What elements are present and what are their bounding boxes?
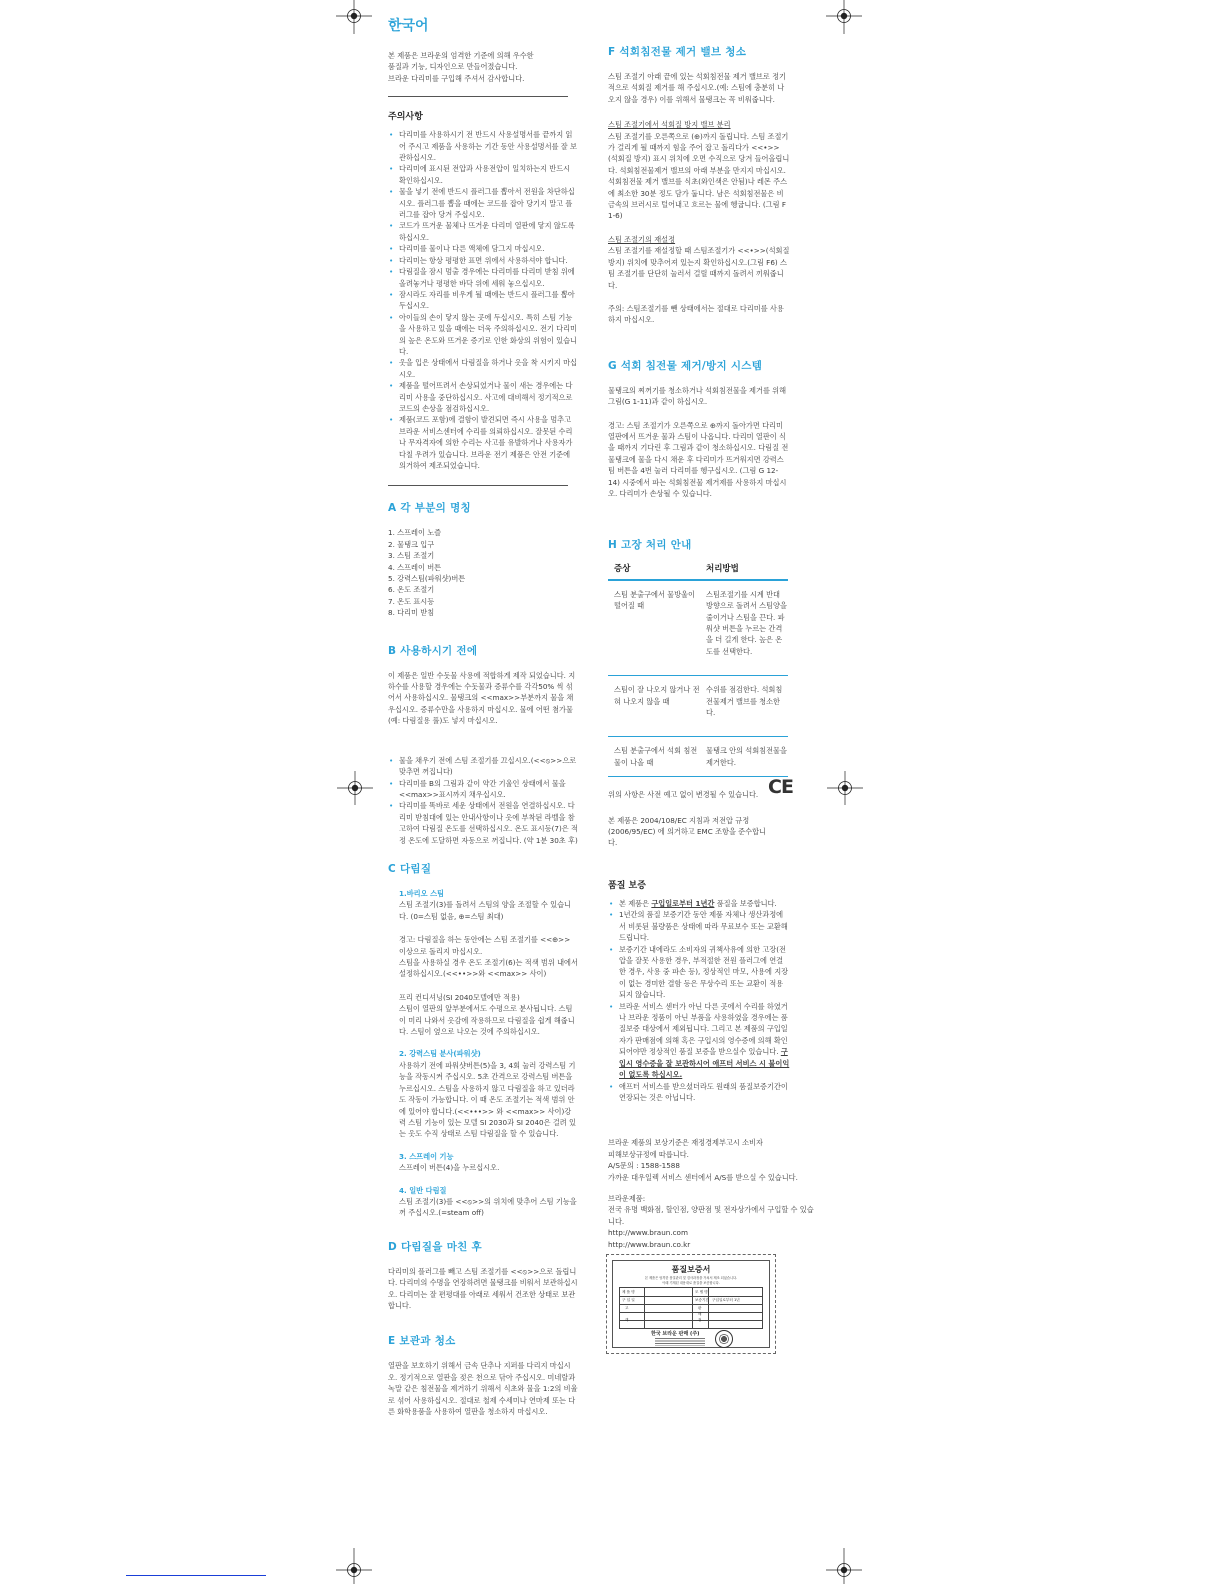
warranty-period: 구입일로부터 1년간 xyxy=(651,899,715,908)
list-item: • 물을 넣기 전에 반드시 플러그를 뽑아서 전원을 차단하십시오. 플러그를 뽑을 때에는 코드를 잡아 당기지 말고 플러그를 잡아 당겨 주십시오. xyxy=(388,186,578,220)
divider xyxy=(388,485,568,486)
text-line: 브라운 제품의 보상기준은 재정경제부고시 소비자 xyxy=(608,1138,763,1148)
text: 브라운 서비스 센터가 아닌 다른 곳에서 수리를 하였거나 브라운 정품이 아닌 부품을 사용하였을 경우에는 품질보증 대상에서 제외됩니다. 그리고 본 제품의 구입일자가 판매점에 의해 혹은 구입시의 영수증에 의해 확인되어야만 정상적인 품질 보증을 받으실수 있습니다. xyxy=(619,1001,788,1057)
list-item: 3. 스팀 조절기 xyxy=(388,551,435,561)
table-row xyxy=(608,580,788,676)
section-b-list xyxy=(388,755,578,846)
right-column-bottom xyxy=(608,880,818,1250)
table-cell: 스팀 분출구에서 석회 침전물이 나올 때 xyxy=(608,737,700,777)
url-braun-co-kr[interactable]: http://www.braun.co.kr xyxy=(608,1239,691,1249)
sub-heading: 1.바리오 스팀 xyxy=(399,889,444,898)
sub-heading: 스팀 조절기의 재설정 xyxy=(608,234,676,244)
section-f-text: 스팀 조절기 아래 끝에 있는 석회침전물 제거 밸브로 정기적으로 석회질 제거를 해 주십시오.(예: 스팀에 충분히 나오지 않을 경우) 이를 위해서 물탱크는 꼭 비워줍니다. xyxy=(608,72,786,104)
paragraph: 프리 컨디셔닝(SI 2040모델에만 적용) xyxy=(399,992,520,1002)
crop-mark-bottom-left xyxy=(336,1548,372,1584)
list-item: • 다리미를 물이나 다른 액체에 담그지 마십시오. xyxy=(388,243,578,254)
paragraph: 스프레이 버튼(4)을 누르십시오. xyxy=(399,1163,500,1173)
text-line: 전국 유명 백화점, 할인점, 양판점 및 전자상가에서 구입할 수 있습니다. xyxy=(608,1205,814,1226)
text-line: A/S문의 : 1588-1588 xyxy=(608,1161,680,1171)
list-item: • 다리미를 사용하시기 전 반드시 사용설명서를 끝까지 읽어 주시고 제품을 사용하는 기간 동안 사용설명서를 잘 보관하십시오. xyxy=(388,129,578,163)
text-line: 브라운제품: xyxy=(608,1193,646,1203)
card-col-line xyxy=(644,1288,645,1328)
list-item: 6. 온도 조절기 xyxy=(388,585,435,595)
list-item: • 물을 채우기 전에 스팀 조절기를 끄십시오.(<<⦸>>으로 맞추면 꺼집니다) xyxy=(388,755,578,778)
intro-line: 본 제품은 브라운의 엄격한 기준에 의해 우수한 xyxy=(388,51,534,60)
card-label: 매 xyxy=(698,1312,702,1316)
crop-mark-top-left xyxy=(336,0,372,34)
column-header: 증상 xyxy=(608,564,700,579)
card-line: 본 제품은 엄격한 품질관리 및 검사과정을 거쳐서 제조 되었습니다. xyxy=(644,1276,738,1280)
card-company: 한국 브라운 판매 (주) xyxy=(651,1331,700,1337)
card-table xyxy=(619,1287,763,1329)
sub-heading: 4. 일반 다림질 xyxy=(399,1185,447,1195)
card-title: 품질보증서 xyxy=(671,1265,711,1274)
list-item: 7. 온도 표시등 xyxy=(388,596,435,606)
table-cell: 스팀 분출구에서 물방울이 떨어질 때 xyxy=(608,580,700,676)
right-column-top xyxy=(608,46,790,858)
troubleshooting-table xyxy=(608,564,788,777)
card-label: 보증기간 xyxy=(695,1298,709,1302)
card-row-line xyxy=(620,1320,762,1321)
table-cell: 스팀조절기를 시계 반대 방향으로 돌려서 스팀양을 줄이거나 스팀을 끈다. 파워샷 버튼을 누르는 간격을 더 길게 한다. 높은 온도를 선택한다. xyxy=(700,580,788,676)
text: 본 제품은 xyxy=(619,899,652,908)
card-label: 객 xyxy=(625,1318,629,1322)
list-item: 8. 다리미 받침 xyxy=(388,608,435,618)
card-row-line xyxy=(620,1304,762,1305)
section-h-heading: H 고장 처리 안내 xyxy=(608,539,692,552)
receipt-notice: 구입시 영수증을 잘 보관하시어 애프터 서비스 시 불이익이 없도록 하십시오. xyxy=(619,1047,790,1080)
column-header: 처리방법 xyxy=(700,564,788,579)
text-line: 가까운 대우일렉 서비스 센터에서 A/S를 받으실 수 있습니다. xyxy=(608,1172,798,1182)
card-label: 고 xyxy=(625,1306,629,1310)
crop-mark-mid-right xyxy=(827,771,863,805)
section-d-text: 다리미의 플러그를 빼고 스팀 조절기를 <<⦸>>으로 돌립니다. 다리미의 수명을 연장하려면 물탱크를 비워서 보관하십시오. 다리미는 잘 편평대를 아래로 세워서 건조한 상태로 보관합니다. xyxy=(388,1266,578,1310)
list-item: 5. 강력스팀(파워샷)버튼 xyxy=(388,574,466,584)
paragraph: 사용하기 전에 파워샷버튼(5)을 3, 4회 눌러 강력스팀 기능을 작동시켜 주십시오. 5초 간격으로 강력스팀 버튼을 누르십시오. 스팀을 사용하지 않고 다림질을 하고 있더라도 작동이 가능합니다. 이 때 온도 조절기는 적색 범위 안에 있어야 합니다.(<<•••>> 와 <<max>> 사이)강력 스팀 기능이 있는 모델 SI 2030과 SI 2040은 걸려 있는 옷도 수직 상태로 스팀 다림질을 할 수 있습니다. xyxy=(399,1060,576,1139)
section-d-heading: D 다림질을 마친 후 xyxy=(388,1240,482,1253)
text: 품질을 보증합니다. xyxy=(714,899,777,908)
ce-compliance-text: 본 제품은 2004/108/EC 지침과 저전압 규정 (2006/95/EC) 에 의거하고 EMC 조항을 준수합니다. xyxy=(608,815,766,848)
list-item: 4. 스프레이 버튼 xyxy=(388,562,442,572)
section-g-heading: G 석회 침전물 제거/방지 시스템 xyxy=(608,359,763,372)
ce-mark: CE xyxy=(768,776,793,798)
table-row xyxy=(608,737,788,777)
card-company-details xyxy=(655,1338,705,1346)
footer-link-line xyxy=(126,1575,266,1576)
list-item: • 다리미를 똑바로 세운 상태에서 전원을 연결하십시오. 다리미 받침대에 있는 안내사항이나 옷에 부착된 라벨을 참고하여 다림질 온도를 선택하십시오. 온도 표시등(7)은 적정 온도에 도달하면 자동으로 꺼집니다. (약 1분 30초 후) xyxy=(388,800,578,846)
list-item: • 옷을 입은 상태에서 다림질을 하거나 옷을 착 시키지 마십시오. xyxy=(388,357,578,380)
table-cell: 스팀이 잘 나오지 않거나 전혀 나오지 않을 때 xyxy=(608,676,700,737)
list-item: • 1년간의 품질 보증기간 동안 제품 자체나 생산과정에서 비롯된 불량품은 상태에 따라 무료보수 또는 교환해 드립니다. xyxy=(608,909,790,943)
list-item: • 아이들의 손이 닿지 않는 곳에 두십시오. 특히 스팀 기능을 사용하고 있을 때에는 더욱 주의하십시오. 전기 다리미의 높은 온도와 뜨거운 증기로 인한 화상의 위험이 있습니다. xyxy=(388,312,578,358)
list-item: • 보증기간 내에라도 소비자의 귀책사유에 의한 고장(전압을 잘못 사용한 경우, 부적절한 전원 플러그에 연결한 경우, 사용 중 파손 등), 정상적인 마모, 사용에 지장이 없는 경미한 결함 등은 무상수리 또는 교환이 적용되지 않습니다. xyxy=(608,944,790,1001)
card-label: 구입일로부터 1년 xyxy=(712,1298,740,1302)
list-item: • 제품을 떨어뜨려서 손상되었거나 물이 새는 경우에는 다리미 사용을 중단하십시오. 사고에 대비해서 정기적으로 코드의 손상을 점검하십시오. xyxy=(388,380,578,414)
card-label: 점 xyxy=(698,1318,702,1322)
table-header-row xyxy=(608,564,788,579)
warranty-heading: 품질 보증 xyxy=(608,881,646,891)
paragraph: 스팀 조절기(3)를 돌려서 스팀의 양을 조절할 수 있습니다. (0=스팀 없음, ⊕=스팀 최대) xyxy=(399,900,571,921)
section-e-text: 열판을 보호하기 위해서 금속 단추나 지퍼를 다리지 마십시오. 정기적으로 열판을 젖은 천으로 닦아 주십시오. 미네랄과 녹말 같은 침전물을 제거하기 위해서 식초와 물을 1:2의 비율로 섞어 사용하십시오. 절대로 철제 수세미나 연마제 또는 다른 화학용품을 사용하여 열판을 청소하지 마십시오. xyxy=(388,1361,578,1416)
card-label: 구 입 일 xyxy=(622,1298,635,1302)
list-item: • 다리미를 B의 그림과 같이 약간 기울인 상태에서 물을 <<max>>표시까지 채우십시오. xyxy=(388,778,578,801)
paragraph: 스팀 조절기를 오른쪽으로 (⊕)까지 돌립니다. 스팀 조절기가 걸리게 될 때까지 힘을 주어 잡고 돌리다가 <<•>> (석회질 방지) 표시 위치에 오면 수직으로 당겨 들어올립니다. 석회침전물제거 밸브의 아래 부분을 만지지 마십시오. 석회침전물 제거 밸브를 식초(와인색은 안됨)나 레몬 주스에 최소한 30분 정도 담가 둡니다. 남은 석회침전물은 비금속의 브러시로 털어내고 흐르는 물에 헹굽니다. (그림 F 1-6) xyxy=(608,131,790,221)
section-b-heading: B 사용하시기 전에 xyxy=(388,644,478,657)
section-b-text: 이 제품은 일반 수돗물 사용에 적합하게 제작 되었습니다. 지하수를 사용할 경우에는 수돗물과 증류수를 각각50% 씩 섞어서 사용하십시오. 물탱크의 <<max>>부분까지 물을 채우십시오. 증류수만을 사용하지 마십시오. 물에 어떤 첨가물(예: 다림질용 풀)도 넣지 마십시오. xyxy=(388,670,576,726)
company-seal-icon xyxy=(715,1330,733,1348)
paragraph: 스팀을 사용하실 경우 온도 조절기(6)는 적색 범위 내에서 설정하십시오.(<<••>>와 <<max>> 사이) xyxy=(399,958,578,979)
intro-text xyxy=(388,50,578,84)
crop-mark-mid-left xyxy=(337,771,373,805)
crop-mark-top-right xyxy=(826,0,862,34)
note: 주의: 스팀조절기를 뺀 상태에서는 절대로 다리미를 사용하지 마십시오. xyxy=(608,303,784,325)
card-row-line xyxy=(620,1312,762,1313)
parts-list xyxy=(388,527,578,618)
list-item xyxy=(608,1001,790,1081)
left-column-top xyxy=(388,18,578,846)
page-title: 한국어 xyxy=(388,18,429,34)
list-item: • 다림질을 잠시 멈출 경우에는 다리미를 다리미 받침 위에 올려놓거나 평평한 바닥 위에 세워 놓으십시오. xyxy=(388,266,578,289)
service-info xyxy=(608,1137,818,1183)
text-line: 피해보상규정에 따릅니다. xyxy=(608,1149,689,1159)
list-item: • 애프터 서비스를 받으셨더라도 원래의 품질보증기간이 연장되는 것은 아닙니다. xyxy=(608,1081,790,1104)
list-item: 2. 물탱크 입구 xyxy=(388,539,435,549)
sub-heading: 스팀 조절기에서 석회질 방지 밸브 분리 xyxy=(608,120,731,130)
paragraph: 물탱크의 찌꺼기를 청소하거나 석회침전물을 제거를 위해 그림(G 1-11)과 같이 하십시오. xyxy=(608,385,787,407)
warranty-card-frame xyxy=(612,1260,770,1348)
purchase-info xyxy=(608,1193,818,1250)
paragraph: 경고: 스팀 조절기가 오른쪽으로 ⊕까지 돌아가면 다리미 열판에서 뜨거운 물과 스팀이 나옵니다. 다리미 열판이 식을 때까지 기다린 후 그림과 같이 청소하십시오. 다림질 전 물탱크에 물을 다시 채운 후 다리미가 뜨거워지면 강력스팀 버튼을 4번 눌러 다리미를 헹구십시오. (그림 G 12-14) 시중에서 파는 석회침전물 제거제를 사용하지 마십시오. 다리미가 손상될 수 있습니다. xyxy=(608,420,789,498)
intro-line: 브라운 다리미를 구입해 주셔서 감사합니다. xyxy=(388,73,525,83)
note: 위의 사항은 사전 예고 없이 변경될 수 있습니다. xyxy=(608,790,759,800)
card-label: 제 품 명 xyxy=(622,1290,635,1294)
divider xyxy=(388,96,568,97)
paragraph: 경고: 다림질을 하는 동안에는 스팀 조절기를 <<⊕>> 이상으로 돌리지 마십시오. xyxy=(399,935,571,956)
list-item: • 다리미는 항상 평평한 표면 위에서 사용하셔야 합니다. xyxy=(388,255,578,266)
card-label: 판 xyxy=(698,1306,702,1310)
caution-heading: 주의사항 xyxy=(388,112,423,123)
card-label: 모 델 명 xyxy=(695,1290,708,1294)
url-braun-com[interactable]: http://www.braun.com xyxy=(608,1228,688,1238)
sub-heading: 3. 스프레이 기능 xyxy=(399,1151,454,1161)
list-item: • 다리미에 표시된 전압과 사용전압이 일치하는지 반드시 확인하십시오. xyxy=(388,163,578,186)
paragraph: 스팀 조절기를 재설정할 때 스팀조절기가 <<•>>(석회질 방지) 위치에 맞추어져 있는지 확인하십시오.(그림 F6) 스팀 조절기를 단단히 눌러서 걸릴 때까지 돌려서 끼워줍니다. xyxy=(608,246,790,290)
card-row-line xyxy=(620,1296,762,1297)
list-item: • 잠시라도 자리를 비우게 될 때에는 반드시 플러그를 뽑아 두십시오. xyxy=(388,289,578,312)
table-cell: 수위를 점검한다. 석회침전물제거 밸브를 청소한다. xyxy=(700,676,788,737)
paragraph: 스팀 조절기(3)를 <<⦸>>의 위치에 맞추어 스팀 기능을 꺼 주십시오.(=steam off) xyxy=(399,1196,577,1218)
list-item: • 코드가 뜨거운 물체나 뜨거운 다리미 열판에 닿지 않도록 하십시오. xyxy=(388,220,578,243)
sub-heading: 2. 강력스팀 분사(파워샷) xyxy=(399,1049,481,1059)
section-c-heading: C 다림질 xyxy=(388,863,432,875)
list-item: • 제품(코드 포함)에 결함이 발견되면 즉시 사용을 멈추고 브라운 서비스센터에 수리를 의뢰하십시오. 잘못된 수리나 무자격자에 의한 수리는 사고를 유발하거나 사용자가 다칠 우려가 있습니다. 브라운 전기 제품은 안전 기준에 의거하여 제조되었습니다. xyxy=(388,414,578,471)
table-cell: 물탱크 안의 석회침전물을 제거한다. xyxy=(700,737,788,777)
card-col-line xyxy=(708,1288,709,1328)
paragraph: 스팀이 열판의 앞부분에서도 수평으로 분사됩니다. 스팀이 미리 나와서 옷감에 작용하므로 다림질을 쉽게 해줍니다. 스팀이 옆으로 나오는 것에 주의하십시오. xyxy=(399,1004,575,1037)
section-f-heading: F 석회침전물 제거 밸브 청소 xyxy=(608,46,747,58)
card-col-line xyxy=(692,1288,693,1328)
section-e-heading: E 보관과 청소 xyxy=(388,1335,456,1348)
intro-line: 품질과 기능, 디자인으로 만들어졌습니다. xyxy=(388,62,518,72)
table-row xyxy=(608,676,788,737)
list-item: 1. 스프레이 노즐 xyxy=(388,528,442,538)
list-item xyxy=(608,898,790,909)
card-line: 아래 기재된 내용대로 품질을 보증합니다. xyxy=(662,1281,720,1285)
caution-list xyxy=(388,129,578,471)
section-a-heading: A 각 부분의 명칭 xyxy=(388,502,471,515)
section-c-body xyxy=(388,888,578,1219)
left-column-bottom xyxy=(388,863,578,1426)
warranty-list xyxy=(608,898,790,1103)
warranty-card xyxy=(606,1254,776,1354)
crop-mark-bottom-right xyxy=(826,1548,862,1584)
